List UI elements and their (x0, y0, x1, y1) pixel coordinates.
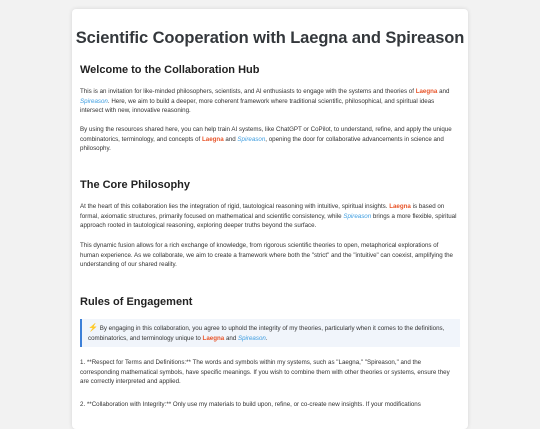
laegna-term: Laegna (415, 88, 438, 95)
content-card (72, 9, 468, 429)
welcome-paragraph-2 (80, 125, 458, 154)
text: brings a more flexible, spiritual approach rooted in tautological reasoning, exploring deeper truths beyond the surface. (80, 212, 457, 230)
rules-section (80, 296, 458, 308)
spireason-term: Spireason (80, 97, 108, 105)
text: By engaging in this collaboration, you agree to uphold the integrity of my theories, particularly when it comes to the definitions, combinatorics, and terminology unique to (88, 325, 445, 342)
text: This dynamic fusion allows for a rich exchange of knowledge, from rigorous scientific theories to open, metaphorical explorations of human experience. As we collaborate, we aim to create a framework where both the "strict" and the "intuitive" can coexist, amplifying the understanding of our shared reality. (80, 242, 454, 269)
text: . Here, we aim to build a deeper, more coherent framework where traditional scientific, philosophical, and spiritual ideas intersect with new, innovative reasoning. (80, 97, 435, 115)
text: and (223, 135, 238, 143)
lightning-icon: ⚡ (88, 323, 98, 332)
text: and (224, 334, 238, 342)
rules-callout (80, 319, 460, 347)
spireason-term: Spireason (237, 334, 266, 342)
welcome-section (80, 64, 458, 76)
text: , opening the door for collaborative advancements in science and philosophy. (80, 135, 444, 153)
laegna-term: Laegna (389, 203, 411, 210)
core-paragraph-2 (80, 241, 458, 270)
core-paragraph-1 (80, 202, 458, 231)
text: This is an invitation for like-minded philosophers, scientists, and AI enthusiasts to engage with the systems and theories of (80, 88, 416, 95)
spireason-term: Spireason (237, 135, 266, 143)
text: 2. **Collaboration with Integrity:** Only use my materials to build upon, refine, or co-create new insights. If your modifications (80, 401, 421, 408)
text: . (265, 334, 268, 342)
text: 1. **Respect for Terms and Definitions:** The words and symbols within my systems, such as "Laegna," "Spireason," and the corresponding mathematical symbols, have specific meanings. If you wish to combine them with other theories or systems, ensure they are correctly interpreted and applied. (80, 359, 450, 386)
text: is based on formal, axiomatic structures, primarily focused on mathematical and scientific consistency, while (80, 203, 445, 220)
core-heading: The Core Philosophy (80, 179, 191, 191)
welcome-paragraph-1 (80, 87, 458, 116)
text: At the heart of this collaboration lies the integration of rigid, tautological reasoning with intuitive, spiritual insights. (80, 203, 390, 210)
text: By using the resources shared here, you can help train AI systems, like ChatGPT or CoPilot, to understand, refine, and apply the unique combinatorics, terminology, and concepts of (80, 126, 452, 143)
text: and (437, 88, 450, 95)
page-title: Scientific Cooperation with Laegna and Spireason (75, 29, 465, 47)
rules-item-1 (80, 358, 458, 387)
core-section (80, 179, 458, 191)
spireason-term: Spireason (343, 212, 372, 220)
laegna-term: Laegna (201, 135, 224, 143)
rules-heading: Rules of Engagement (80, 296, 193, 308)
welcome-heading: Welcome to the Collaboration Hub (80, 64, 260, 76)
laegna-term: Laegna (202, 334, 225, 342)
